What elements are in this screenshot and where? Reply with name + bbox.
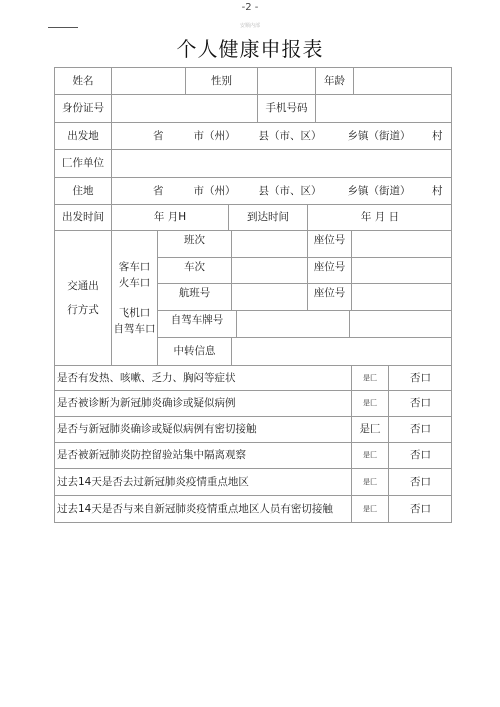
id-number-field[interactable] [111,94,257,122]
train-seat-label: 座位号 [307,257,351,283]
transport-mode-line2: 行方式 [67,304,99,316]
phone-label: 手机号码 [257,94,315,122]
question-visited-area-yes[interactable]: 是匚 [351,468,388,495]
transport-mode-line1: 交通出 [67,279,99,292]
city-text: 市（州） [193,184,236,197]
question-close-contact: 是否与新冠肺炎确诊或疑似病例有密切接触 [54,416,351,442]
flight-seat-label: 座位号 [307,283,351,310]
departure-time-label: 出发时间 [54,204,111,230]
question-symptoms: 是否有发热、咳嗽、乏力、胸闷等症状 [54,365,351,390]
question-area-contact-yes[interactable]: 是匚 [351,495,388,523]
city-text: 市（州） [193,129,236,142]
question-quarantine: 是否被新冠肺炎防控留验站集中隔离观察 [54,442,351,468]
question-visited-area-no[interactable]: 否口 [388,468,452,495]
residence-address-field[interactable] [111,177,452,204]
watermark-text: 安顺内部 [239,23,260,29]
question-area-contact-no[interactable]: 否口 [388,495,452,523]
village-text: 村 [432,184,443,197]
question-symptoms-yes[interactable]: 是匚 [351,365,388,390]
license-plate-extra-field[interactable] [349,310,452,337]
question-diagnosed-no[interactable]: 否口 [388,390,452,416]
work-unit-field[interactable] [111,149,452,177]
county-text: 县（市、区） [258,129,322,142]
age-field[interactable] [353,67,452,94]
arrival-time-label: 到达时间 [228,204,307,230]
question-quarantine-yes[interactable]: 是匚 [351,442,388,468]
bus-seat-field[interactable] [351,230,452,257]
phone-field[interactable] [315,94,452,122]
bus-option[interactable]: 客车口 [118,261,151,273]
transport-mode-label [54,230,111,365]
question-diagnosed-yes[interactable]: 是匚 [351,390,388,416]
train-number-label: 车次 [157,257,231,283]
flight-seat-field[interactable] [351,283,452,310]
question-close-contact-no[interactable]: 否口 [388,416,452,442]
question-diagnosed: 是否被诊断为新冠肺炎确诊或疑似病例 [54,390,351,416]
id-number-label: 身份证号 [54,94,111,122]
page-number: -2 - [241,2,259,13]
question-quarantine-no[interactable]: 否口 [388,442,452,468]
form-title: 个人健康申报表 [176,37,324,61]
train-number-field[interactable] [231,257,307,283]
question-area-contact: 过去14天是否与来自新冠肺炎疫情重点地区人员有密切接触 [54,495,351,523]
town-text: 乡镇（街道） [347,129,411,142]
province-text: 省 [153,129,164,142]
name-label: 姓名 [54,67,111,94]
county-text: 县（市、区） [258,184,322,197]
bus-shift-field[interactable] [231,230,307,257]
train-seat-field[interactable] [351,257,452,283]
bus-shift-label: 班次 [157,230,231,257]
name-field[interactable] [111,67,185,94]
village-text: 村 [432,129,443,142]
transport-options [111,230,157,365]
table-right-border [451,67,452,523]
flight-option[interactable]: 飞机口 [118,307,151,319]
self-drive-option[interactable]: 自驾车口 [113,322,156,335]
bus-seat-label: 座位号 [307,230,351,257]
flight-number-field[interactable] [231,283,307,310]
question-close-contact-yes[interactable]: 是匚 [351,416,388,442]
transfer-info-field[interactable] [231,337,452,365]
departure-place-label: 出发地 [54,122,111,149]
health-declaration-form [54,67,452,523]
residence-label: 住地 [54,177,111,204]
license-plate-label: 自驾车牌号 [157,310,236,337]
flight-number-label: 航班号 [157,283,231,310]
arrival-time-field[interactable]: 年 月 日 [307,204,452,230]
question-visited-area: 过去14天是否去过新冠肺炎疫情重点地区 [54,468,351,495]
gender-field[interactable] [257,67,315,94]
departure-address-field[interactable] [111,122,452,149]
work-unit-label: 匚作单位 [54,149,111,177]
question-symptoms-no[interactable]: 否口 [388,365,452,390]
town-text: 乡镇（街道） [347,184,411,197]
age-label: 年龄 [315,67,353,94]
table-bottom-border [54,522,452,523]
train-option[interactable]: 火车口 [118,276,151,289]
gender-label: 性别 [185,67,257,94]
province-text: 省 [153,184,164,197]
transfer-info-label: 中转信息 [157,337,231,365]
license-plate-field[interactable] [236,310,349,337]
departure-time-field[interactable]: 年 月H [111,204,228,230]
